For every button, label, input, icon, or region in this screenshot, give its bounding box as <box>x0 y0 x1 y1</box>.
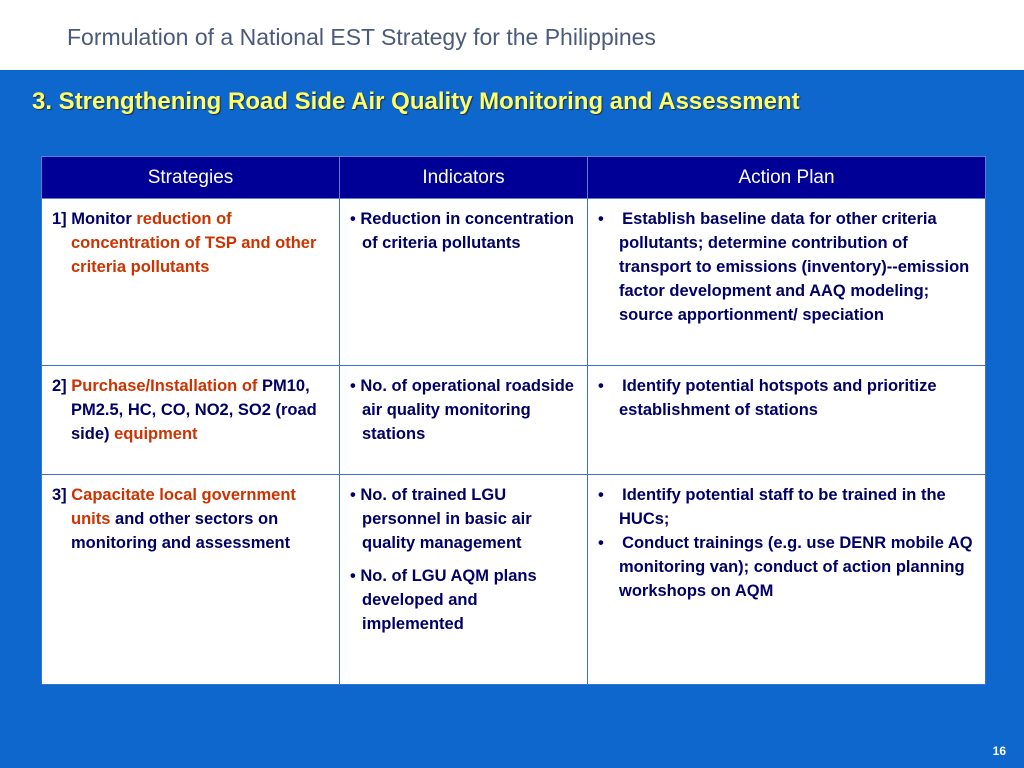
strategy-table <box>41 156 986 685</box>
action-item: • Identify potential hotspots and prioritize establishment of stations <box>598 377 937 419</box>
strategy-cell <box>42 366 340 475</box>
indicator-item: • No. of LGU AQM plans developed and implemented <box>350 567 537 633</box>
action-plan-cell <box>588 475 986 685</box>
action-plan-cell <box>588 366 986 475</box>
strategy-detail: and other sectors on monitoring and assessment <box>71 510 291 552</box>
action-list <box>598 207 977 327</box>
strategy-verb: Monitor <box>71 210 132 228</box>
strategy-cell <box>42 199 340 366</box>
indicator-list <box>350 207 579 255</box>
header-bar <box>0 0 1024 70</box>
column-header-indicators: Indicators <box>340 157 588 199</box>
column-header-action-plan: Action Plan <box>588 157 986 199</box>
indicators-cell <box>340 199 588 366</box>
table-header-row <box>42 157 986 199</box>
indicator-list <box>350 483 579 636</box>
table-row <box>42 366 986 475</box>
slide-title: 3. Strengthening Road Side Air Quality Monitoring and Assessment <box>32 88 800 115</box>
action-list <box>598 483 977 603</box>
strategy-number: 2] <box>52 377 67 395</box>
action-list <box>598 374 977 422</box>
strategy-highlight-tail: equipment <box>114 425 198 443</box>
column-header-strategies: Strategies <box>42 157 340 199</box>
strategy-text <box>52 207 331 279</box>
page-number: 16 <box>992 744 1006 758</box>
strategy-cell <box>42 475 340 685</box>
action-item: • Conduct trainings (e.g. use DENR mobile AQ monitoring van); conduct of action planning workshops on AQM <box>598 534 973 600</box>
table-row <box>42 199 986 366</box>
indicator-item: • No. of trained LGU personnel in basic air quality management <box>350 486 532 552</box>
strategy-number: 1] <box>52 210 67 228</box>
action-plan-cell <box>588 199 986 366</box>
indicators-cell <box>340 475 588 685</box>
strategy-text <box>52 483 331 555</box>
action-item: • Identify potential staff to be trained in the HUCs; <box>598 486 946 528</box>
strategy-highlight: Capacitate local government units <box>71 486 296 528</box>
strategy-text <box>52 374 331 446</box>
strategy-highlight: Purchase/Installation of <box>71 377 258 395</box>
action-item: • Establish baseline data for other criteria pollutants; determine contribution of transport to emissions (inventory)--emission factor development and AAQ modeling; source apportionment/ speciation <box>598 210 970 324</box>
strategy-highlight: reduction of concentration of TSP and other criteria pollutants <box>71 210 317 276</box>
indicator-list <box>350 374 579 446</box>
strategy-detail: PM10, PM2.5, HC, CO, NO2, SO2 (road side) <box>71 377 317 443</box>
table-row <box>42 475 986 685</box>
header-title: Formulation of a National EST Strategy for the Philippines <box>67 24 656 50</box>
indicator-item: • Reduction in concentration of criteria pollutants <box>350 210 574 252</box>
strategy-number: 3] <box>52 486 67 504</box>
indicators-cell <box>340 366 588 475</box>
indicator-item: • No. of operational roadside air quality monitoring stations <box>350 377 574 443</box>
